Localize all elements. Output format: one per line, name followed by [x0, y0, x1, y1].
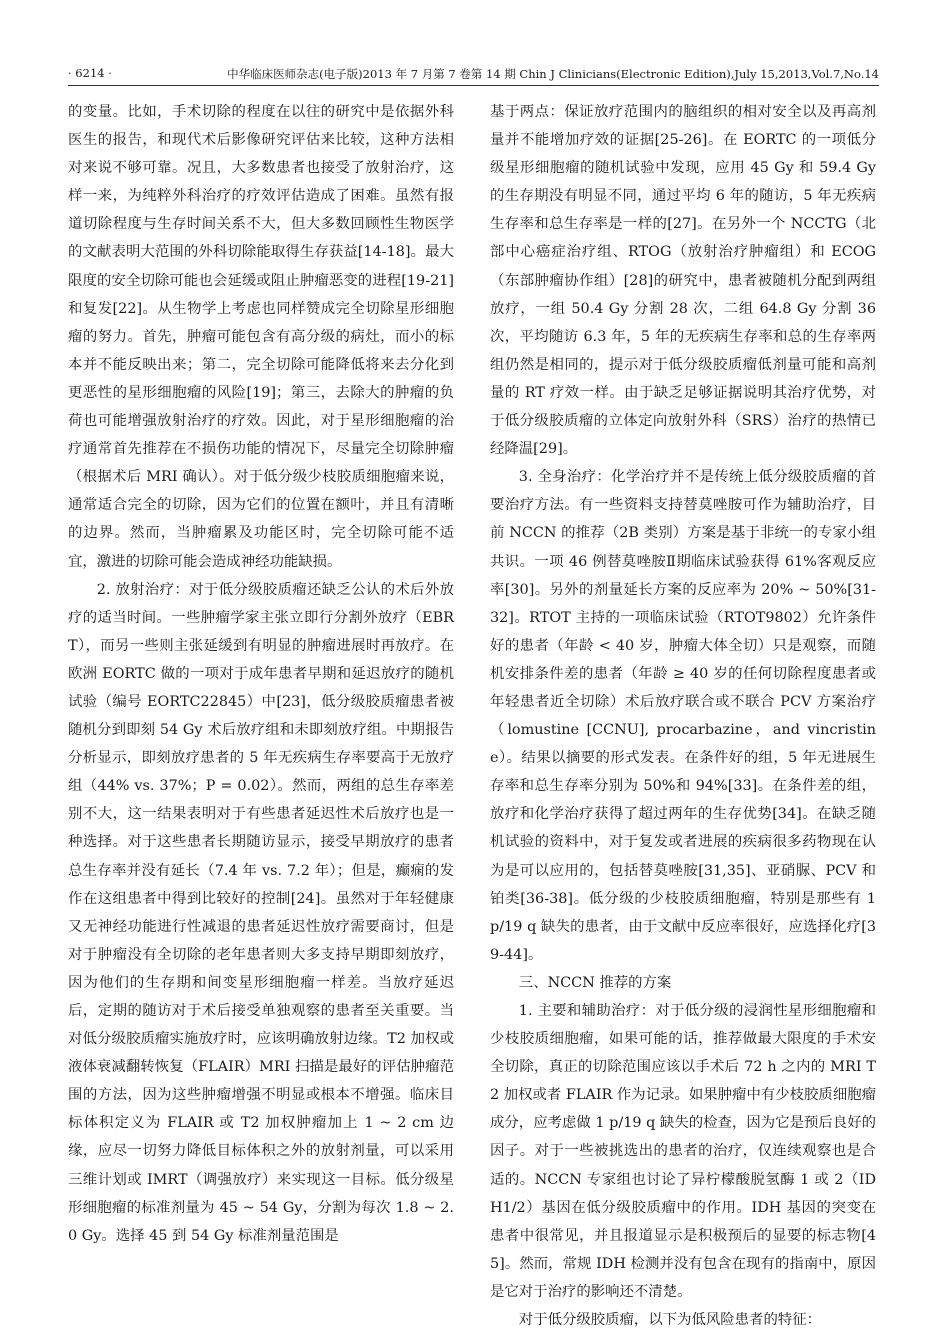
paragraph-surgery-continued: 的变量。比如，手术切除的程度在以往的研究中是依据外科医生的报告，和现代术后影像研究评估来比较，这种方法相对来说不够可靠。况且，大多数患者也接受了放射治疗，这样一来，为纯粹外科治疗的疗效评估造成了困难。虽然有报道切除程度与生存时间关系不大，但大多数回顾性生物医学的文献表明大范围的外科切除能取得生存获益[14-18]。最大限度的安全切除可能也会延缓或阻止肿瘤恶变的进程[19-21]和复发[22]。从生物学上考虑也同样赞成完全切除星形细胞瘤的努力。首先，肿瘤可能包含有高分级的病灶，而小的标本并不能反映出来；第二，完全切除可能降低将来去分化到更恶性的星形细胞瘤的风险[19]；第三，去除大的肿瘤的负荷也可能增强放射治疗的疗效。因此，对于星形细胞瘤的治疗通常首先推荐在不损伤功能的情况下，尽量完全切除肿瘤（根据术后 MRI 确认）。对于低分级少枝胶质细胞瘤来说，通常适合完全的切除，因为它们的位置在额叶，并且有清晰的边界。然而，当肿瘤累及功能区时，完全切除可能不适宜，激进的切除可能会造成神经功能缺损。 — [68, 104, 454, 570]
page-header — [68, 66, 879, 84]
paragraph-systemic-therapy: 3. 全身治疗：化学治疗并不是传统上低分级胶质瘤的首要治疗方法。有一些资料支持替莫唑胺可作为辅助治疗，目前 NCCN 的推荐（2B 类别）方案是基于非统一的专家小组共识。一项 46 例替莫唑胺Ⅱ期临床试验获得 61%客观反应率[30]。另外的剂量延长方案的反应率为 20% ~ 50%[31-32]。RTOT 主持的一项临床试验（RTOT9802）允许条件好的患者（年龄 < 40 岁，肿瘤大体全切）只是观察，而随机安排条件差的患者（年龄 ≥ 40 岁的任何切除程度患者或年轻患者近全切除）术后放疗联合或不联合 PCV 方案治疗（lomustine [CCNU], procarbazine，and vincristine）。结果以摘要的形式发表。在条件好的组，5 年无进展生存率和总生存率分别为 50%和 94%[33]。在条件差的组，放疗和化学治疗获得了超过两年的生存优势[34]。在缺乏随机试验的资料中，对于复发或者进展的疾病很多药物现在认为是可以应用的，包括替莫唑胺[31,35]、亚硝脲、PCV 和铂类[36-38]。低分级的少枝胶质细胞瘤，特别是那些有 1 p/19 q 缺失的患者，由于文献中反应率很好，应选择化疗[39-44]。 — [490, 469, 876, 963]
right-column — [490, 98, 876, 1334]
paragraph-radiotherapy-continued: 基于两点：保证放疗范围内的脑组织的相对安全以及再高剂量并不能增加疗效的证据[25-26]。在 EORTC 的一项低分级星形细胞瘤的随机试验中发现，应用 45 Gy 和 59.4 Gy 的生存期没有明显不同，通过平均 6 年的随访，5 年无疾病生存率和总生存率是一样的[27]。在另外一个 NCCTG（北部中心癌症治疗组、RTOG（放射治疗肿瘤组）和 ECOG（东部肿瘤协作组）[28]的研究中，患者被随机分配到两组放疗，一组 50.4 Gy 分割 28 次，二组 64.8 Gy 分割 36 次，平均随访 6.3 年，5 年的无疾病生存率和总的生存率两组仍然是相同的，提示对于低分级胶质瘤低剂量可能和高剂量的 RT 疗效一样。由于缺乏足够证据说明其治疗优势，对于低分级胶质瘤的立体定向放射外科（SRS）治疗的热情已经降温[29]。 — [490, 104, 876, 458]
paragraph-low-risk-intro: 对于低分级胶质瘤，以下为低风险患者的特征： — [518, 1312, 822, 1329]
page-number: · 6214 · — [68, 66, 112, 80]
left-column — [68, 98, 454, 1250]
paragraph-primary-adjuvant: 1. 主要和辅助治疗：对于低分级的浸润性星形细胞瘤和少枝胶质细胞瘤，如果可能的话，推荐做最大限度的手术安全切除，真正的切除范围应该以手术后 72 h 之内的 MRI T2 加权或者 FLAIR 作为记录。如果肿瘤中有少枝胶质细胞瘤成分，应考虑做 1 p/19 q 缺失的检查，因为它是预后良好的因子。对于一些被挑选出的患者的治疗，仅连续观察也是合适的。NCCN 专家组也讨论了异柠檬酸脱氢酶 1 或 2（IDH1/2）基因在低分级胶质瘤中的作用。IDH 基因的突变在患者中很常见，并且报道显示是积极预后的显要的标志物[45]。然而，常规 IDH 检测并没有包含在现有的指南中，原因是它对于治疗的影响还不清楚。 — [490, 1003, 876, 1300]
header-rule — [68, 85, 879, 86]
journal-running-head: 中华临床医师杂志(电子版)2013 年 7 月第 7 卷第 14 期 Chin J Clinicians(Electronic Edition),July 15,2013,Vol.7,No.14 — [227, 67, 879, 81]
paragraph-radiotherapy: 2. 放射治疗：对于低分级胶质瘤还缺乏公认的术后外放疗的适当时间。一些肿瘤学家主张立即行分割外放疗（EBRT），而另一些则主张延缓到有明显的肿瘤进展时再放疗。在欧洲 EORTC 做的一项对于成年患者早期和延迟放疗的随机试验（编号 EORTC22845）中[23]，低分级胶质瘤患者被随机分到即刻 54 Gy 术后放疗组和未即刻放疗组。中期报告分析显示，即刻放疗患者的 5 年无疾病生存率要高于无放疗组（44% vs. 37%；P = 0.02）。然而，两组的总生存率差别不大，这一结果表明对于有些患者延迟性术后放疗也是一种选择。对于这些患者长期随访显示，接受早期放疗的患者总生存率并没有延长（7.4 年 vs. 7.2 年）；但是，癫痫的发作在这组患者中得到比较好的控制[24]。虽然对于年轻健康又无神经功能进行性减退的患者延迟性放疗需要商讨，但是对于肿瘤没有全切除的老年患者则大多支持早期即刻放疗，因为他们的生存期和间变星形细胞瘤一样差。当放疗延迟后，定期的随访对于术后接受单独观察的患者至关重要。当对低分级胶质瘤实施放疗时，应该明确放射边缘。T2 加权或液体衰减翻转恢复（FLAIR）MRI 扫描是最好的评估肿瘤范围的方法，因为这些肿瘤增强不明显或根本不增强。临床目标体积定义为 FLAIR 或 T2 加权肿瘤加上 1 ~ 2 cm 边缘，应尽一切努力降低目标体积之外的放射剂量，可以采用三维计划或 IMRT（调强放疗）来实现这一目标。低分级星形细胞瘤的标准剂量为 45 ~ 54 Gy，分割为每次 1.8 ~ 2.0 Gy。选择 45 到 54 Gy 标准剂量范围是 — [68, 581, 454, 1244]
section-heading-nccn: 三、NCCN 推荐的方案 — [518, 974, 672, 991]
